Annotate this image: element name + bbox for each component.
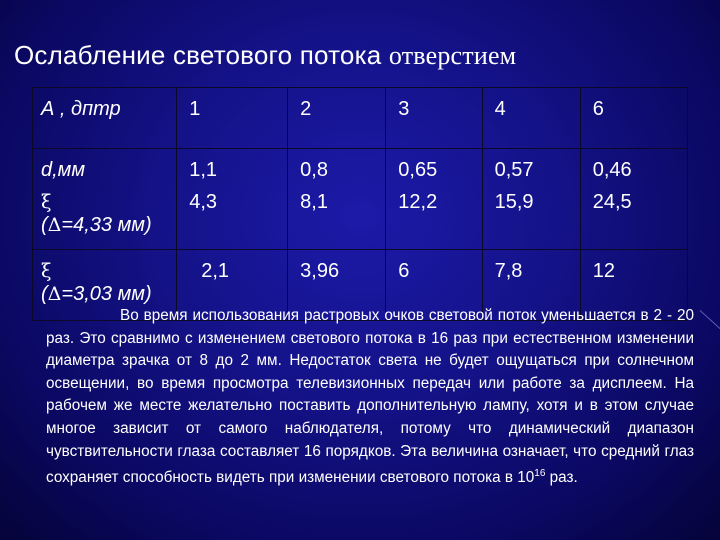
table-cell: 2,1: [177, 250, 288, 321]
header-note: =3,03 мм): [61, 283, 152, 305]
row-header-d: d,мм: [41, 159, 86, 181]
table-row: [33, 88, 688, 149]
table-cell: 2: [288, 88, 386, 149]
delta-symbol: Δ: [47, 214, 62, 236]
table-cell: 4,3: [177, 185, 288, 250]
paragraph-exponent: 16: [534, 468, 546, 480]
table-cell: 12: [580, 250, 687, 321]
table-cell: 24,5: [580, 185, 687, 250]
table-row: [33, 185, 688, 250]
header-note: =4,33 мм): [61, 214, 152, 236]
table-cell: 1,1: [177, 149, 288, 186]
row-header-xi-433: [33, 185, 177, 250]
table-cell: 1: [177, 88, 288, 149]
data-table: [32, 87, 688, 321]
table-cell: 4: [482, 88, 580, 149]
table-cell: 8,1: [288, 185, 386, 250]
table-cell: 12,2: [386, 185, 482, 250]
note-open: (: [41, 283, 48, 305]
slide-title: [14, 40, 516, 71]
title-sans-part: Ослабление светового потока: [14, 40, 382, 70]
row-header-a: А , дптр: [33, 88, 177, 149]
body-paragraph: [46, 305, 694, 490]
table-row: [33, 149, 688, 186]
xi-symbol: ξ: [41, 260, 52, 282]
title-serif-part: отверстием: [388, 41, 517, 70]
note-open: (: [41, 214, 48, 236]
table-cell: 7,8: [482, 250, 580, 321]
table-cell: 6: [386, 250, 482, 321]
table-cell: 3,96: [288, 250, 386, 321]
delta-symbol: Δ: [47, 283, 62, 305]
table-cell: 0,46: [580, 149, 687, 186]
table-cell: 0,8: [288, 149, 386, 186]
paragraph-text: Во время использования растровых очков световой поток уменьшается в 2 - 20 раз. Это сравнимо с изменением светового потока в 16 раз при естественном изменении диаметра зрачка от 8 до 2 мм. Недостаток света не будет ощущаться при солнечном освещении, во время просмотра телевизионных передач или работе за дисплеем. На рабочем же месте желательно поставить дополнительную лампу, хотя и в этом случае многое зависит от самого наблюдателя, потому что динамический диапазон чувствительности глаза составляет 16 порядков. Эта величина означает, что средний глаз сохраняет способность видеть при изменении светового потока в 10: [46, 307, 694, 487]
table-cell: 6: [580, 88, 687, 149]
xi-symbol: ξ: [41, 191, 52, 213]
decorative-line: [700, 310, 720, 331]
table-cell: 3: [386, 88, 482, 149]
table-cell: 0,57: [482, 149, 580, 186]
paragraph-ending: раз.: [545, 469, 578, 487]
table-cell: 0,65: [386, 149, 482, 186]
table-cell: 15,9: [482, 185, 580, 250]
